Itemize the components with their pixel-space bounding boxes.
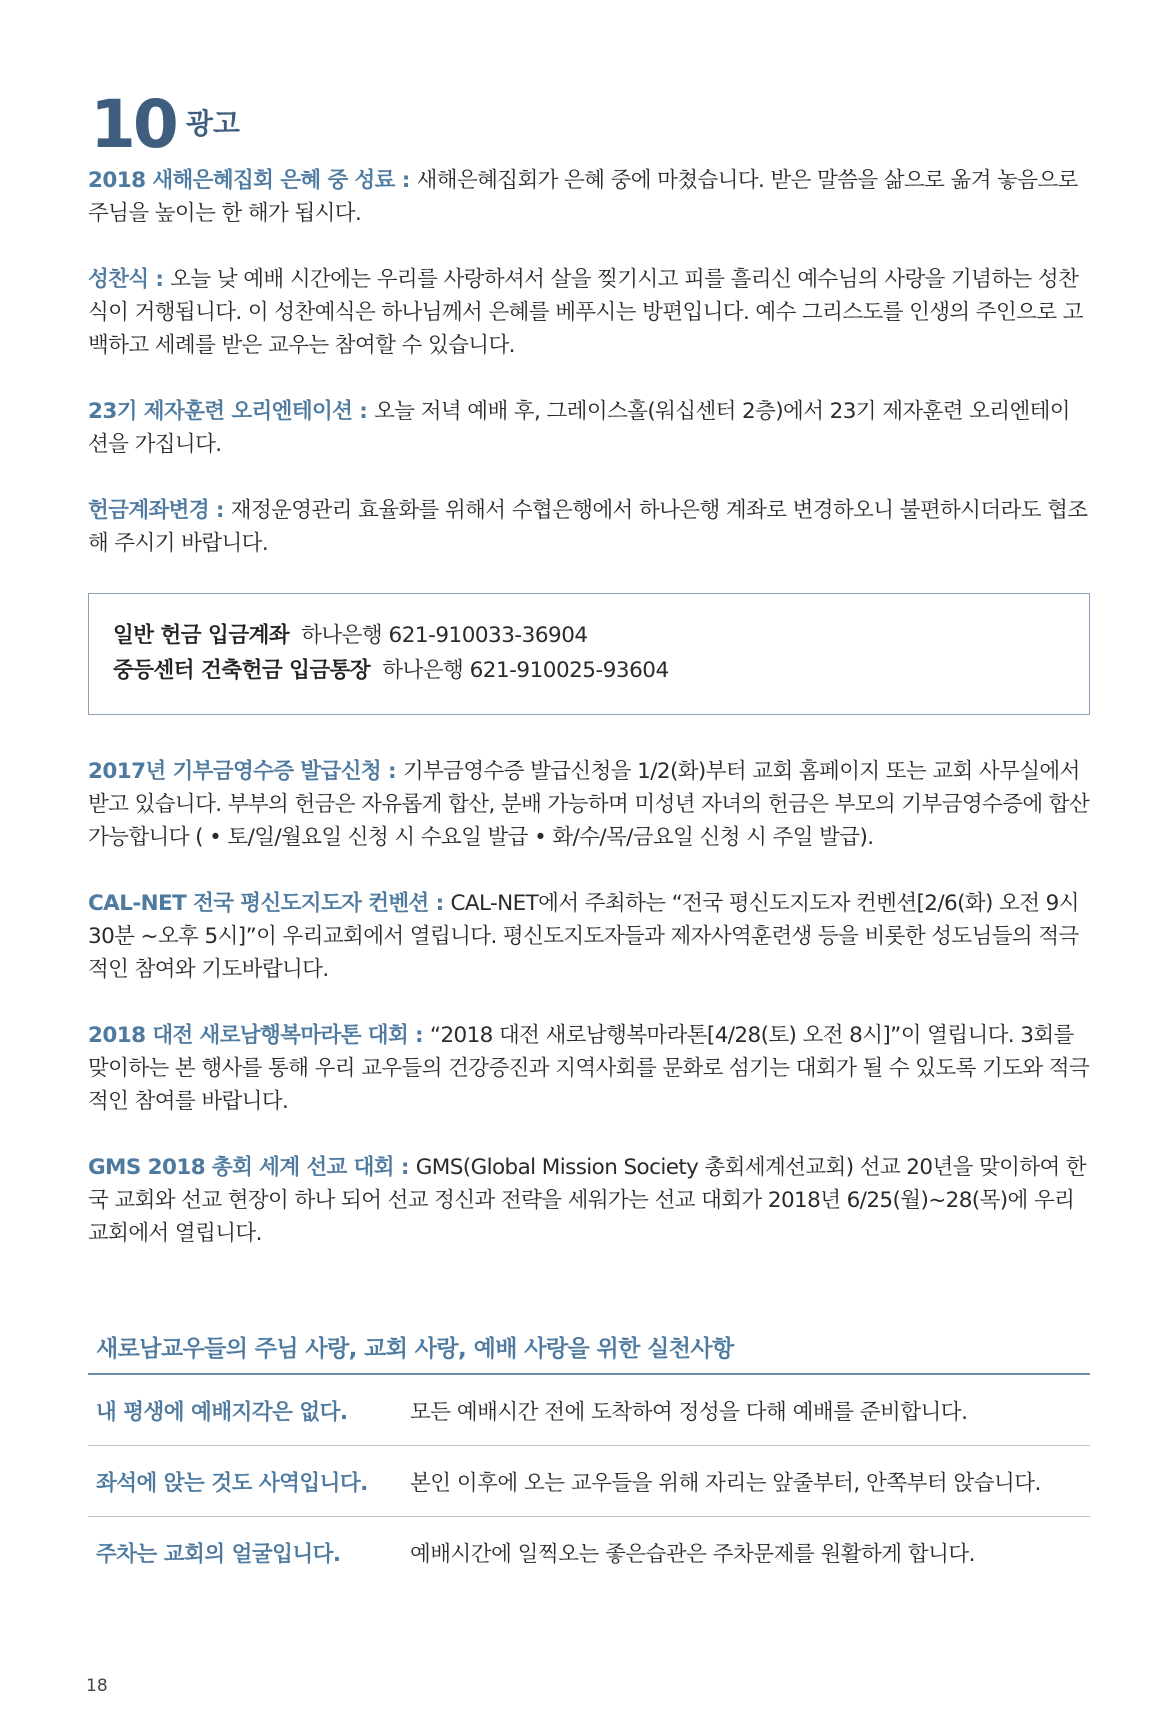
notice-calnet-convention bbox=[88, 887, 1090, 986]
section-title: 광고 bbox=[185, 107, 240, 140]
notice-label: 2018 대전 새로남행복마라톤 대회 : bbox=[88, 1023, 430, 1048]
notice-label: 헌금계좌변경 : bbox=[88, 498, 231, 523]
account-label: 중등센터 건축헌금 입금통장 bbox=[113, 658, 371, 683]
notice-new-year-revival bbox=[88, 164, 1090, 230]
practice-row bbox=[88, 1446, 1090, 1517]
notice-gms-mission bbox=[88, 1151, 1090, 1250]
section-number: 10 bbox=[90, 86, 176, 163]
notice-label: 2018 새해은혜집회 은혜 중 성료 : bbox=[88, 168, 417, 193]
practice-row bbox=[88, 1375, 1090, 1446]
account-number: 하나은행 621-910033-36904 bbox=[301, 623, 588, 648]
practice-head: 내 평생에 예배지각은 없다. bbox=[96, 1399, 348, 1425]
page-number: 18 bbox=[86, 1676, 108, 1696]
account-row-building bbox=[113, 653, 1065, 688]
notice-donation-receipt bbox=[88, 755, 1090, 854]
notice-label: 성찬식 : bbox=[88, 267, 171, 292]
notice-discipleship-orientation bbox=[88, 395, 1090, 461]
notice-marathon bbox=[88, 1019, 1090, 1118]
notice-text: CAL-NET에서 주최하는 “전국 평신도지도자 컨벤션[2/6(화) 오전 9시 30분 ~오후 5시]”이 우리교회에서 열립니다. 평신도지도자들과 제자사역훈련생 등을 비롯한 성도님들의 적극적인 참여와 기도바랍니다. bbox=[88, 891, 1079, 982]
notice-label: 2017년 기부금영수증 발급신청 : bbox=[88, 759, 403, 784]
notice-text: GMS(Global Mission Society 총회세계선교회) 선교 20년을 맞이하여 한국 교회와 선교 현장이 하나 되어 선교 정신과 전략을 세워가는 선교 대회가 2018년 6/25(월)~28(목)에 우리 교회에서 열립니다. bbox=[88, 1155, 1087, 1246]
notice-text: 기부금영수증 발급신청을 1/2(화)부터 교회 홈페이지 또는 교회 사무실에서 받고 있습니다. 부부의 헌금은 자유롭게 합산, 분배 가능하며 미성년 자녀의 헌금은 부모의 기부금영수증에 합산 가능합니다 ( • 토/일/월요일 신청 시 수요일 발급 • 화/수/목/금요일 신청 시 주일 발급). bbox=[88, 759, 1090, 850]
notice-account-change bbox=[88, 494, 1090, 560]
practice-title: 새로남교우들의 주님 사랑, 교회 사랑, 예배 사랑을 위한 실천사항 bbox=[88, 1330, 1090, 1375]
notice-text: 재정운영관리 효율화를 위해서 수협은행에서 하나은행 계좌로 변경하오니 불편하시더라도 협조해 주시기 바랍니다. bbox=[88, 498, 1088, 556]
section-header bbox=[90, 78, 240, 163]
practice-head: 주차는 교회의 얼굴입니다. bbox=[96, 1541, 341, 1567]
practice-head: 좌석에 앉는 것도 사역입니다. bbox=[96, 1470, 368, 1496]
account-info-box bbox=[88, 593, 1090, 715]
announcements bbox=[88, 164, 1090, 1283]
notice-text: “2018 대전 새로남행복마라톤[4/28(토) 오전 8시]”이 열립니다. 3회를 맞이하는 본 행사를 통해 우리 교우들의 건강증진과 지역사회를 문화로 섬기는 대회가 될 수 있도록 기도와 적극적인 참여를 바랍니다. bbox=[88, 1023, 1090, 1114]
notice-label: CAL-NET 전국 평신도지도자 컨벤션 : bbox=[88, 891, 451, 916]
account-row-general bbox=[113, 618, 1065, 653]
notice-text: 오늘 낮 예배 시간에는 우리를 사랑하셔서 살을 찢기시고 피를 흘리신 예수님의 사랑을 기념하는 성찬식이 거행됩니다. 이 성찬예식은 하나님께서 은혜를 베푸시는 방편입니다. 예수 그리스도를 인생의 주인으로 고백하고 세례를 받은 교우는 참여할 수 있습니다. bbox=[88, 267, 1083, 358]
practice-desc: 예배시간에 일찍오는 좋은습관은 주차문제를 원활하게 합니다. bbox=[410, 1541, 976, 1567]
notice-label: GMS 2018 총회 세계 선교 대회 : bbox=[88, 1155, 416, 1180]
notice-communion bbox=[88, 263, 1090, 362]
practice-row bbox=[88, 1517, 1090, 1587]
account-number: 하나은행 621-910025-93604 bbox=[382, 658, 669, 683]
account-label: 일반 헌금 입금계좌 bbox=[113, 623, 290, 648]
notice-label: 23기 제자훈련 오리엔테이션 : bbox=[88, 399, 375, 424]
practice-desc: 모든 예배시간 전에 도착하여 정성을 다해 예배를 준비합니다. bbox=[410, 1399, 968, 1425]
notice-text: 오늘 저녁 예배 후, 그레이스홀(워십센터 2층)에서 23기 제자훈련 오리엔테이션을 가집니다. bbox=[88, 399, 1070, 457]
practice-desc: 본인 이후에 오는 교우들을 위해 자리는 앞줄부터, 안쪽부터 앉습니다. bbox=[410, 1470, 1041, 1496]
notice-text: 새해은혜집회가 은혜 중에 마쳤습니다. 받은 말씀을 삶으로 옮겨 놓음으로 주님을 높이는 한 해가 됩시다. bbox=[88, 168, 1078, 226]
practice-section bbox=[88, 1330, 1090, 1587]
